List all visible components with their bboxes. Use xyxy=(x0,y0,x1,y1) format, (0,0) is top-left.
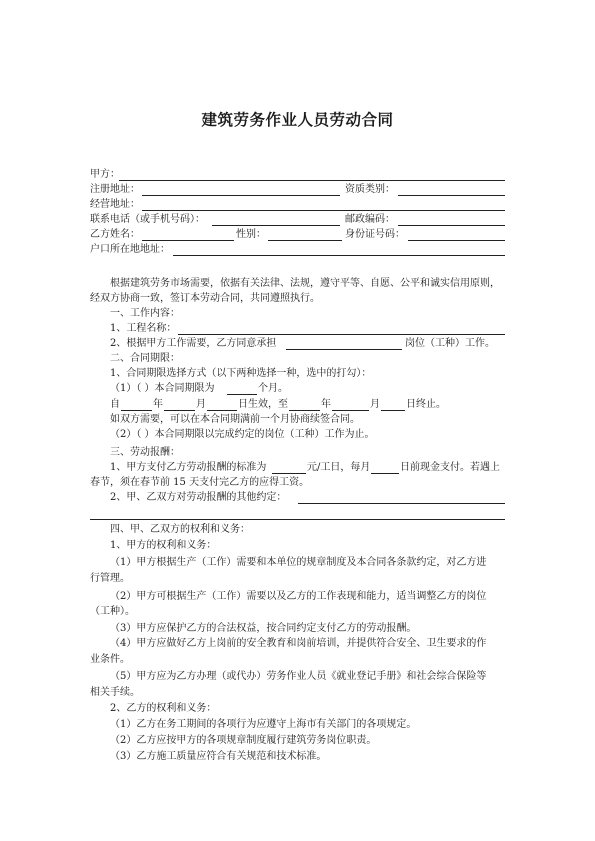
phone-field[interactable] xyxy=(212,213,340,226)
daily-wage-field[interactable] xyxy=(272,461,306,474)
contract-title: 建筑劳务作业人员劳动合同 xyxy=(201,111,394,129)
end-year-label: 年 xyxy=(321,399,331,410)
job-clause-end: 岗位（工种）工作。 xyxy=(405,338,495,349)
start-day-field[interactable] xyxy=(207,398,237,411)
intro-line-2: 经双方协商一致，签订本劳动合同，共同遵照执行。 xyxy=(90,293,320,304)
party-a-rights-heading: 1、甲方的权利和义务： xyxy=(110,540,217,551)
b1-line: （1）乙方在务工期间的各项行为应遵守上海市有关部门的各项规定。 xyxy=(110,719,417,730)
party-b-rights-heading: 2、乙方的权利和义务： xyxy=(110,703,217,714)
section-4-heading: 四、甲、乙双方的权利和义务： xyxy=(110,524,250,535)
end-day-field[interactable] xyxy=(381,398,405,411)
job-position-field[interactable] xyxy=(286,337,402,350)
intro-line-1: 根据建筑劳务市场需要，依据有关法律、法规，遵守平等、自愿、公平和诚实信用原则， xyxy=(110,278,500,289)
wage-clause-line-2: 春节，须在春节前 15 天支付完乙方的应得工资。 xyxy=(90,477,310,488)
wage-clause-mid: 元/工日，每月 xyxy=(307,462,371,473)
term-option-2: （2）（ ）本合同期限以完成约定的岗位（工种）工作为止。 xyxy=(110,429,375,440)
end-month-field[interactable] xyxy=(332,398,369,411)
party-a-field[interactable] xyxy=(119,168,505,181)
a4-line-2: 业条件。 xyxy=(90,654,130,665)
a2-line-1: （2）甲方可根据生产（工作）需要以及乙方的工作表现和能力，适当调整乙方的岗位 xyxy=(110,591,487,602)
term-months-field[interactable] xyxy=(227,382,257,395)
id-number-field[interactable] xyxy=(408,228,505,241)
hukou-label: 户口所在地地址： xyxy=(90,244,170,255)
section-3-heading: 三、劳动报酬： xyxy=(110,447,180,458)
phone-label: 联系电话（或手机号码）： xyxy=(90,214,205,225)
pay-day-field[interactable] xyxy=(371,461,399,474)
start-year-field[interactable] xyxy=(121,398,152,411)
a2-line-2: （工种）。 xyxy=(90,606,135,617)
hukou-field[interactable] xyxy=(173,243,505,256)
postcode-field[interactable] xyxy=(398,213,505,226)
term-option-1-end: 个月。 xyxy=(258,383,288,394)
section-2-heading: 二、合同期限： xyxy=(110,353,180,364)
gender-field[interactable] xyxy=(268,228,342,241)
start-year-label: 年 xyxy=(153,399,163,410)
end-month-label: 月 xyxy=(370,399,380,410)
reg-address-label: 注册地址： xyxy=(90,184,140,195)
a3-line: （3）甲方应保护乙方的合法权益，按合同约定支付乙方的劳动报酬。 xyxy=(110,623,417,634)
other-wage-terms-label: 2、甲、乙双方对劳动报酬的其他约定： xyxy=(110,492,287,503)
a4-line-1: （4）甲方应做好乙方上岗前的安全教育和岗前培训，并提供符合安全、卫生要求的作 xyxy=(110,638,487,649)
term-option-1-start: （1）（ ）本合同期限为 xyxy=(110,383,215,394)
renew-text: 如双方需要，可以在本合同期满前一个月协商续签合同。 xyxy=(110,414,360,425)
term-method-text: 1、合同期限选择方式（以下两种选择一种，选中的打勾）： xyxy=(110,368,372,379)
id-number-label: 身份证号码： xyxy=(345,229,405,240)
gender-label: 性别： xyxy=(236,229,266,240)
start-month-field[interactable] xyxy=(164,398,195,411)
a5-line-2: 相关手续。 xyxy=(90,687,140,698)
wage-clause-start: 1、甲方支付乙方劳动报酬的标准为 xyxy=(110,462,267,473)
end-year-field[interactable] xyxy=(289,398,320,411)
party-b-name-label: 乙方姓名： xyxy=(90,229,140,240)
postcode-label: 邮政编码： xyxy=(345,214,395,225)
section-1-heading: 一、工作内容： xyxy=(110,308,180,319)
party-b-name-field[interactable] xyxy=(142,228,234,241)
other-wage-terms-extra-line[interactable] xyxy=(90,519,505,520)
from-label: 自 xyxy=(110,399,120,410)
end-label: 日终止。 xyxy=(406,399,446,410)
a5-line-1: （5）甲方应为乙方办理（或代办）劳务作业人员《就业登记手册》和社会综合保险等 xyxy=(110,671,487,682)
a1-line-1: （1）甲方根据生产（工作）需要和本单位的规章制度及本合同各条款约定，对乙方进 xyxy=(110,557,487,568)
start-month-label: 月 xyxy=(196,399,206,410)
project-name-field[interactable] xyxy=(178,322,505,335)
job-clause-start: 2、根据甲方工作需要，乙方同意承担 xyxy=(110,338,277,349)
qualification-field[interactable] xyxy=(398,183,505,196)
b3-line: （3）乙方施工质量应符合有关规范和技术标准。 xyxy=(110,751,327,762)
business-address-label: 经营地址： xyxy=(90,199,140,210)
party-a-label: 甲方： xyxy=(90,169,120,180)
effective-to-label: 日生效，至 xyxy=(238,399,288,410)
business-address-field[interactable] xyxy=(142,198,505,211)
wage-clause-end: 日前现金支付。若遇上 xyxy=(400,462,500,473)
a1-line-2: 行管理。 xyxy=(90,573,130,584)
qualification-label: 资质类别： xyxy=(345,184,395,195)
project-name-label: 1、工程名称： xyxy=(110,323,177,334)
other-wage-terms-field[interactable] xyxy=(298,491,505,504)
reg-address-field[interactable] xyxy=(142,183,340,196)
b2-line: （2）乙方应按甲方的各项规章制度履行建筑劳务岗位职责。 xyxy=(110,735,377,746)
